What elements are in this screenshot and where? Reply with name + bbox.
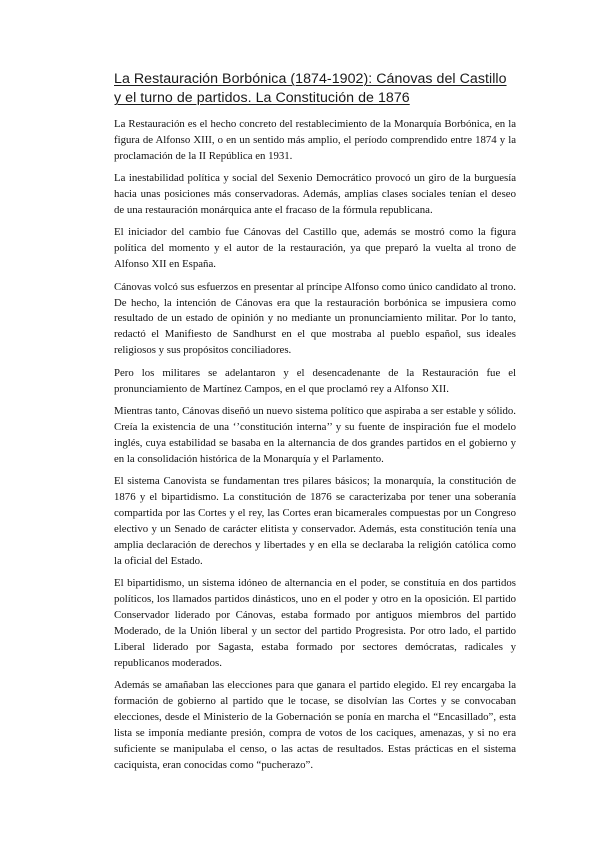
paragraph-manifiesto-sandhurst: Cánovas volcó sus esfuerzos en presentar al príncipe Alfonso como único candidato al trono. De hecho, la intención de Cánovas era que la restauración borbónica se impusiera como resultado de un estado de opinión y no mediante un pronunciamiento militar. Por lo tanto, redactó el Manifiesto de Sandhurst en el que mostraba al pueblo español, sus ideales religiosos y sus propósitos conciliadores. [114,280,516,357]
paragraph-bipartidismo: El bipartidismo, un sistema idóneo de alternancia en el poder, se constituía en dos partidos políticos, los llamados partidos dinásticos, uno en el poder y otro en la oposición. El partido Conservador liderado por Cánovas, estaba formado por antiguos miembros del partido Moderado, de la Unión liberal y un sector del partido Progresista. Por otro lado, el partido Liberal liderado por Sagasta, estaba formado por sectores demócratas, radicales y republicanos moderados. [114,577,516,669]
paragraph-martinez-campos: Pero los militares se adelantaron y el desencadenante de la Restauración fue el pronunciamiento de Martínez Campos, en el que proclamó rey a Alfonso XII. [114,366,516,395]
paragraph-sistema-politico: Mientras tanto, Cánovas diseñó un nuevo sistema político que aspiraba a ser estable y sólido. Creía la existencia de una ‘’constitución interna’’ y su fuente de inspiración fue el modelo inglés, cuya estabilidad se basaba en la alternancia de dos grandes partidos en el gobierno y en la consolidación histórica de la Monarquía y el Parlamento. [114,405,516,465]
document-title: La Restauración Borbónica (1874-1902): Cánovas del Castillo y el turno de partidos. La Constitución de 1876 [114,71,507,106]
paragraph-caciquismo: Además se amañaban las elecciones para que ganara el partido elegido. El rey encargaba la formación de gobierno al partido que le tocase, se disolvían las Cortes y se convocaban elecciones, desde el Ministerio de la Gobernación se ponía en marcha el “Encasillado”, esta lista se imponía mediante presión, compra de votos de los caciques, amenazas, y si no era suficiente se manipulaba el censo, o las actas de resultados. Estas prácticas en el sistema caciquista, eran conocidas como “pucherazo”. [114,679,516,771]
paragraph-pilares-constitucion: El sistema Canovista se fundamentan tres pilares básicos; la monarquía, la constitución de 1876 y el bipartidismo. La constitución de 1876 se caracterizaba por tener una soberanía compartida por las Cortes y el rey, las Cortes eran bicamerales compuestas por un Congreso electivo y un Senado de carácter elitista y conservador. Además, esta constitución tenía una amplia declaración de derechos y libertades y en ella se declaraba la religión católica como la oficial del Estado. [114,475,516,567]
paragraph-iniciador-canovas: El iniciador del cambio fue Cánovas del Castillo que, además se mostró como la figura política del momento y el autor de la restauración, ya que preparó la vuelta al trono de Alfonso XII en España. [114,226,516,271]
paragraph-inestabilidad-sexenio: La inestabilidad política y social del Sexenio Democrático provocó un giro de la burguesía hacia unas posiciones más conservadoras. Además, amplias clases sociales tenían el deseo de una restauración monárquica ante el fracaso de la fórmula republicana. [114,172,516,217]
paragraph-restauracion-definicion: La Restauración es el hecho concreto del restablecimiento de la Monarquía Borbónica, en la figura de Alfonso XIII, o en un sentido más amplio, el período comprendido entre 1874 y la proclamación de la II República en 1931. [114,118,516,162]
